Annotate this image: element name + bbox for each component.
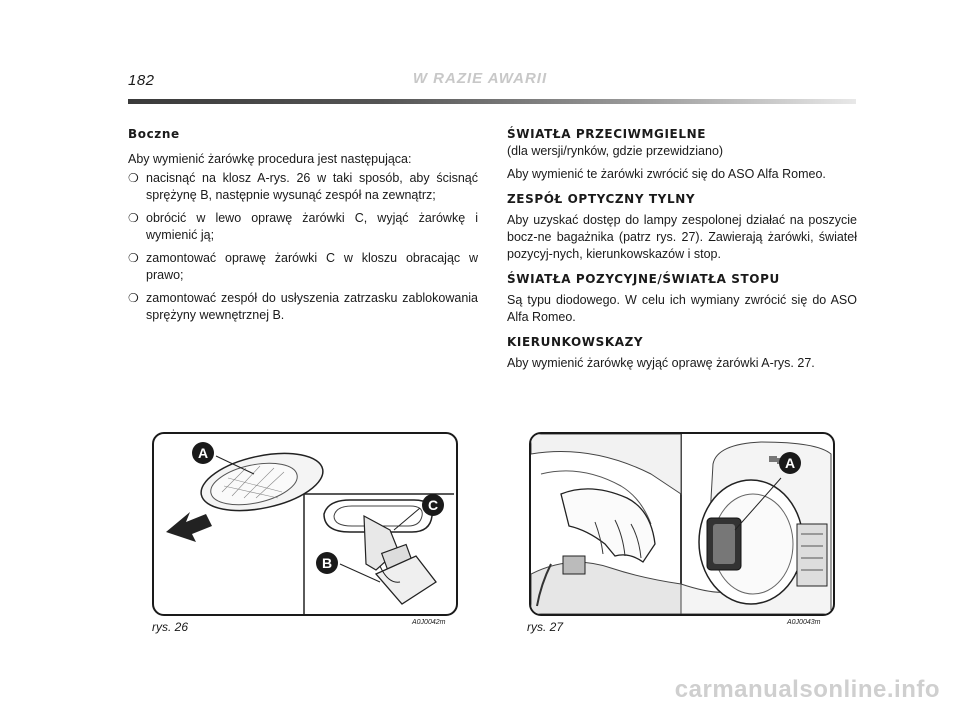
callout-b-badge: B	[316, 552, 338, 574]
figure-26-illustration	[152, 432, 458, 616]
section-heading-position-stop-lights: ŚWIATŁA POZYCYJNE/ŚWIATŁA STOPU	[507, 272, 780, 286]
header-rule	[128, 99, 856, 104]
intro-text: Aby wymienić żarówkę procedura jest następująca:	[128, 152, 412, 166]
bullet-icon: ❍	[128, 251, 139, 265]
page-number: 182	[128, 72, 155, 89]
section-heading-indicators: KIERUNKOWSKAZY	[507, 335, 644, 349]
list-item-text: obrócić w lewo oprawę żarówki C, wyjąć żarówkę i wymienić ją;	[146, 211, 478, 242]
running-title: W RAZIE AWARII	[412, 70, 548, 87]
fog-lights-text: Aby wymienić te żarówki zwrócić się do ASO Alfa Romeo.	[507, 167, 826, 181]
bullet-icon: ❍	[128, 211, 139, 225]
procedure-list	[128, 170, 478, 324]
figure-27-caption: rys. 27	[527, 620, 564, 634]
position-stop-lights-text: Są typu diodowego. W celu ich wymiany zwrócić się do ASO Alfa Romeo.	[507, 293, 857, 324]
list-item	[128, 290, 478, 324]
fog-lights-subtitle: (dla wersji/rynków, gdzie przewidziano)	[507, 144, 724, 158]
rear-optical-unit-text: Aby uzyskać dostęp do lampy zespolonej działać na poszycie bocz-ne bagażnika (patrz rys. 27). Zawierają żarówki, świateł pozycyj-nych, kierunkowskazów i stop.	[507, 213, 857, 261]
list-item	[128, 210, 478, 244]
figure-27-illustration	[529, 432, 835, 616]
figure-26-caption: rys. 26	[152, 620, 189, 634]
callout-c-badge: C	[422, 494, 444, 516]
callout-a-badge: A	[779, 452, 801, 474]
bullet-icon: ❍	[128, 171, 139, 185]
watermark: carmanualsonline.info	[674, 676, 940, 703]
section-heading-rear-optical-unit: ZESPÓŁ OPTYCZNY TYLNY	[507, 192, 696, 206]
figure-27-code: A0J0043m	[787, 619, 821, 626]
bullet-icon: ❍	[128, 291, 139, 305]
list-item	[128, 250, 478, 284]
left-column	[128, 126, 478, 330]
list-item-text: nacisnąć na klosz A-rys. 26 w taki sposób, aby ścisnąć sprężynę B, następnie wysunąć zespół na zewnątrz;	[146, 171, 478, 202]
list-item	[128, 170, 478, 204]
section-heading-fog-lights: ŚWIATŁA PRZECIWMGIELNE	[507, 127, 707, 141]
figure-26-code: A0J0042m	[412, 619, 446, 626]
section-heading-boczne: Boczne	[128, 127, 180, 141]
list-item-text: zamontować zespół do usłyszenia zatrzasku zablokowania sprężyny wewnętrznej B.	[146, 291, 478, 322]
list-item-text: zamontować oprawę żarówki C w kloszu obracając w prawo;	[146, 251, 478, 282]
indicators-text: Aby wymienić żarówkę wyjąć oprawę żarówki A-rys. 27.	[507, 356, 815, 370]
right-column	[507, 126, 857, 372]
callout-a-badge: A	[192, 442, 214, 464]
